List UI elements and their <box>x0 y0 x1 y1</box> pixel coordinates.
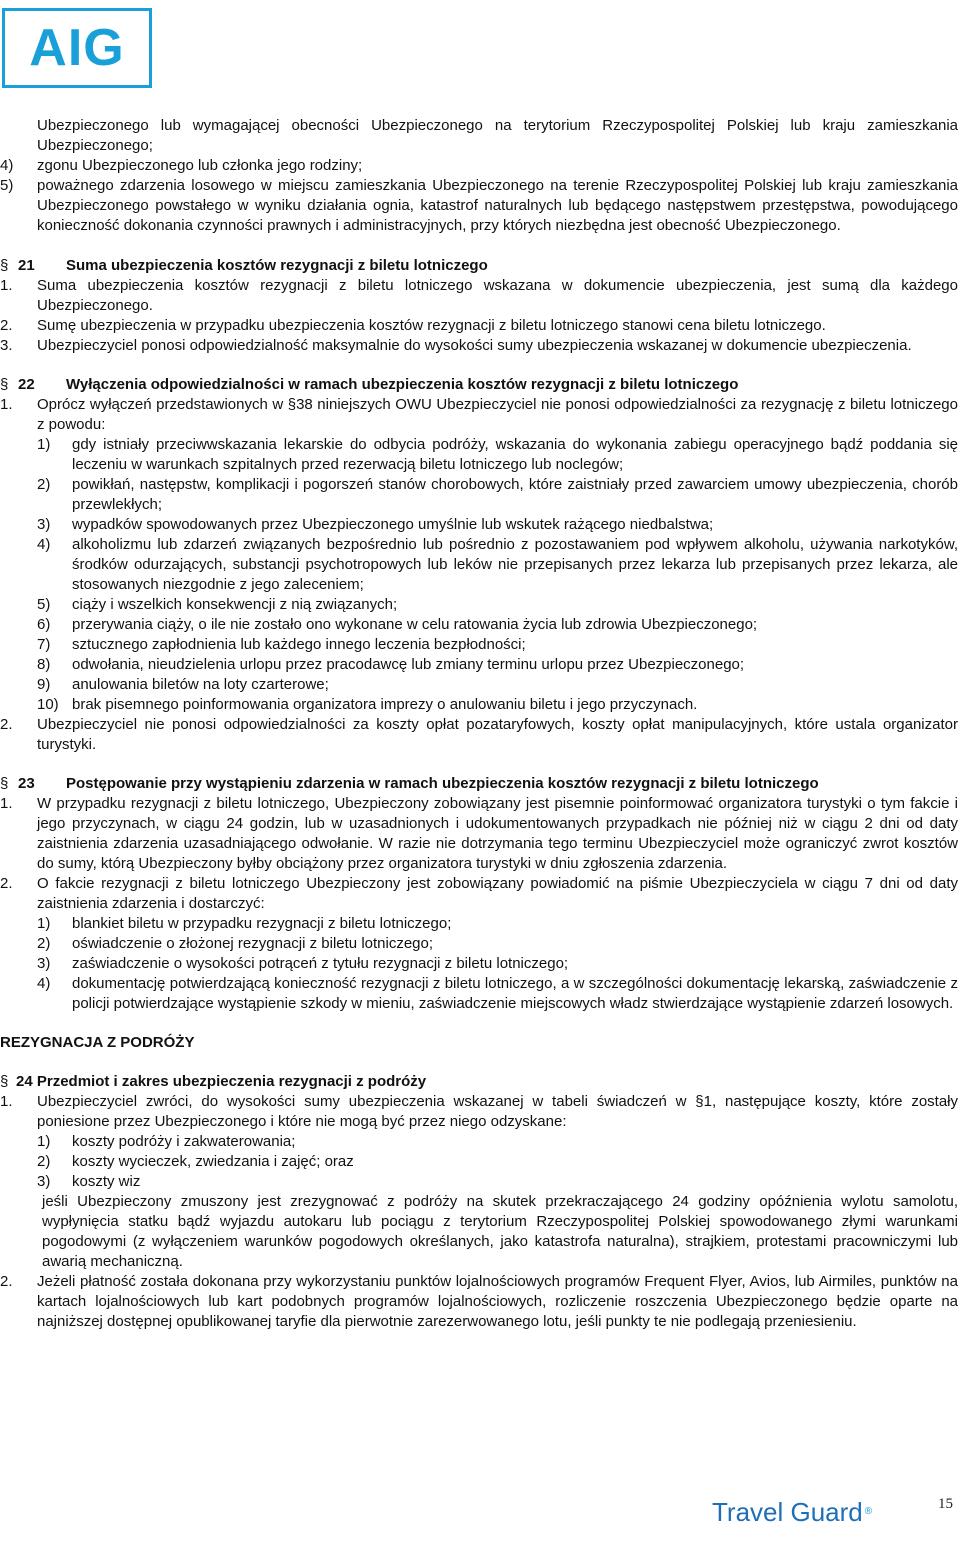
sub-item: 6) przerywania ciąży, o ile nie zostało ono wykonane w celu ratowania życia lub zdrowia Ubezpieczonego; <box>37 616 758 633</box>
list-item: 1. Ubezpieczyciel zwróci, do wysokości sumy ubezpieczenia wskazanej w tabeli świadczeń w §1, następujące koszty, które zostały poniesione przez Ubezpieczonego i które nie mogą być przez niego odzyskane: <box>0 1093 958 1130</box>
list-item: 2. Sumę ubezpieczenia w przypadku ubezpieczenia kosztów rezygnacji z biletu lotniczego stanowi cena biletu lotniczego. <box>0 317 826 334</box>
section-heading-21: § 21 Suma ubezpieczenia kosztów rezygnacji z biletu lotniczego <box>0 257 488 274</box>
sub-item: 1) gdy istniały przeciwwskazania lekarskie do odbycia podróży, wskazania do wykonania zabiegu operacyjnego bądź poddania się leczeniu w warunkach szpitalnych przed rezerwacją biletu lotniczego lub noclegów; <box>37 436 958 473</box>
list-item: 1. Suma ubezpieczenia kosztów rezygnacji z biletu lotniczego wskazana w dokumencie ubezpieczenia, jest sumą dla każdego Ubezpieczonego. <box>0 277 958 314</box>
condition-text: jeśli Ubezpieczony zmuszony jest zrezygnować z podróży na skutek przekraczającego 24 godziny opóźnienia wylotu samolotu, wypłynięcia statku bądź wyjazdu autokaru lub pociągu z terytorium Rzeczypospolitej Polskiej spowodowanego złymi warunkami pogodowymi (z wyłączeniem warunków pogodowych określanych, jako katastrofa naturalna), strajkiem, protestami pracowniczymi lub awarią mechaniczną. <box>42 1193 958 1270</box>
sub-item: 3) wypadków spowodowanych przez Ubezpieczonego umyślnie lub wskutek rażącego niedbalstwa; <box>37 516 714 533</box>
sub-item: 1) koszty podróży i zakwaterowania; <box>37 1133 296 1150</box>
list-item: 1. W przypadku rezygnacji z biletu lotniczego, Ubezpieczony zobowiązany jest pisemnie poinformować organizatora turystyki o tym fakcie i jego przyczynach, w ciągu 24 godzin, lub w uzasadnionych i udokumentowanych przypadkach nie później niż w ciągu 2 dni od daty zaistnienia zdarzenia uzasadniającego odwołanie. W razie nie dotrzymania tego terminu Ubezpieczyciel może ograniczyć zwrot kosztów do sumy, którą Ubezpieczony byłby obciążony przez organizatora turystyki w dniu zgłoszenia zdarzenia. <box>0 795 958 872</box>
list-item: 2. O fakcie rezygnacji z biletu lotniczego Ubezpieczony jest zobowiązany powiadomić na piśmie Ubezpieczyciela w ciągu 7 dni od daty zaistnienia zdarzenia i dostarczyć: <box>0 875 958 912</box>
list-item: 5) poważnego zdarzenia losowego w miejscu zamieszkania Ubezpieczonego na terenie Rzeczypospolitej Polskiej lub kraju zamieszkania Ubezpieczonego powstałego w wyniku działania ognia, katastrof naturalnych lub będącego następstwem przestępstwa, powodującego konieczność dokonania czynności prawnych i administracyjnych, przy których niezbędna jest obecność Ubezpieczonego. <box>0 177 958 234</box>
sub-item: 3) zaświadczenie o wysokości potrąceń z tytułu rezygnacji z biletu lotniczego; <box>37 955 569 972</box>
document-body <box>0 116 958 1332</box>
sub-item: 10) brak pisemnego poinformowania organizatora imprezy o anulowaniu biletu i jego przyczynach. <box>37 696 698 713</box>
sub-item: 3) koszty wiz <box>37 1173 141 1190</box>
list-item: 3. Ubezpieczyciel ponosi odpowiedzialność maksymalnie do wysokości sumy ubezpieczenia wskazanej w dokumencie ubezpieczenia. <box>0 337 912 354</box>
list-item: 1. Oprócz wyłączeń przedstawionych w §38 niniejszych OWU Ubezpieczyciel nie ponosi odpowiedzialności za rezygnację z biletu lotniczego z powodu: <box>0 396 958 433</box>
sub-item: 1) blankiet biletu w przypadku rezygnacji z biletu lotniczego; <box>37 915 452 932</box>
sub-item: 8) odwołania, nieudzielenia urlopu przez pracodawcę lub zmiany terminu urlopu przez Ubezpieczonego; <box>37 656 745 673</box>
sub-item: 2) oświadczenie o złożonej rezygnacji z biletu lotniczego; <box>37 935 434 952</box>
section-heading-24: § 24 Przedmiot i zakres ubezpieczenia rezygnacji z podróży <box>0 1073 427 1090</box>
aig-logo: AIG <box>2 8 152 88</box>
sub-item: 4) alkoholizmu lub zdarzeń związanych bezpośrednio lub pośrednio z pozostawaniem pod wpływem alkoholu, używania narkotyków, środków odurzających, substancji psychotropowych lub leków nie przepisanych przez lekarza lub przepisanych przez lekarza, ale stosowanych niezgodnie z jego zaleceniem; <box>37 536 958 593</box>
list-item: 2. Ubezpieczyciel nie ponosi odpowiedzialności za koszty opłat pozataryfowych, koszty opłat manipulacyjnych, które ustala organizator turystyki. <box>0 716 958 753</box>
page-number: 15 <box>938 1496 953 1512</box>
sub-item: 5) ciąży i wszelkich konsekwencji z nią związanych; <box>37 596 398 613</box>
list-item: 2. Jeżeli płatność została dokonana przy wykorzystaniu punktów lojalnościowych programów Frequent Flyer, Avios, lub Airmiles, punktów na kartach lojalnościowych lub kart podobnych programów lojalnościowych, rozliczenie roszczenia Ubezpieczonego będzie oparte na najniższej dostępnej opublikowanej taryfie dla pierwotnie zarezerwowanego lotu, jeśli punkty te nie podlegają przeniesieniu. <box>0 1273 958 1330</box>
sub-item: 2) koszty wycieczek, zwiedzania i zajęć; oraz <box>37 1153 354 1170</box>
travel-guard-logo: Travel Guard ® <box>712 1497 873 1527</box>
sub-item: 9) anulowania biletów na loty czarterowe; <box>37 676 329 693</box>
intro-continuation: Ubezpieczonego lub wymagającej obecności Ubezpieczonego na terytorium Rzeczypospolitej Polskiej lub kraju zamieszkania Ubezpieczonego; <box>37 117 958 154</box>
section-heading-23: § 23 Postępowanie przy wystąpieniu zdarzenia w ramach ubezpieczenia kosztów rezygnacji z biletu lotniczego <box>0 775 819 792</box>
section-heading-22: § 22 Wyłączenia odpowiedzialności w ramach ubezpieczenia kosztów rezygnacji z biletu lotniczego <box>0 376 739 393</box>
sub-item: 4) dokumentację potwierdzającą konieczność rezygnacji z biletu lotniczego, a w szczególności dokumentację lekarską, zaświadczenie z policji potwierdzające wystąpienie szkody w mieniu, zaświadczenie miejscowych władz stwierdzające wystąpienie zdarzeń losowych. <box>37 975 958 1012</box>
sub-item: 2) powikłań, następstw, komplikacji i pogorszeń stanów chorobowych, które zaistniały przed zawarciem umowy ubezpieczenia, chorób przewlekłych; <box>37 476 958 513</box>
sub-item: 7) sztucznego zapłodnienia lub każdego innego leczenia bezpłodności; <box>37 636 526 653</box>
chapter-title: REZYGNACJA Z PODRÓŻY <box>0 1034 195 1051</box>
list-item: 4) zgonu Ubezpieczonego lub członka jego rodziny; <box>0 157 363 174</box>
